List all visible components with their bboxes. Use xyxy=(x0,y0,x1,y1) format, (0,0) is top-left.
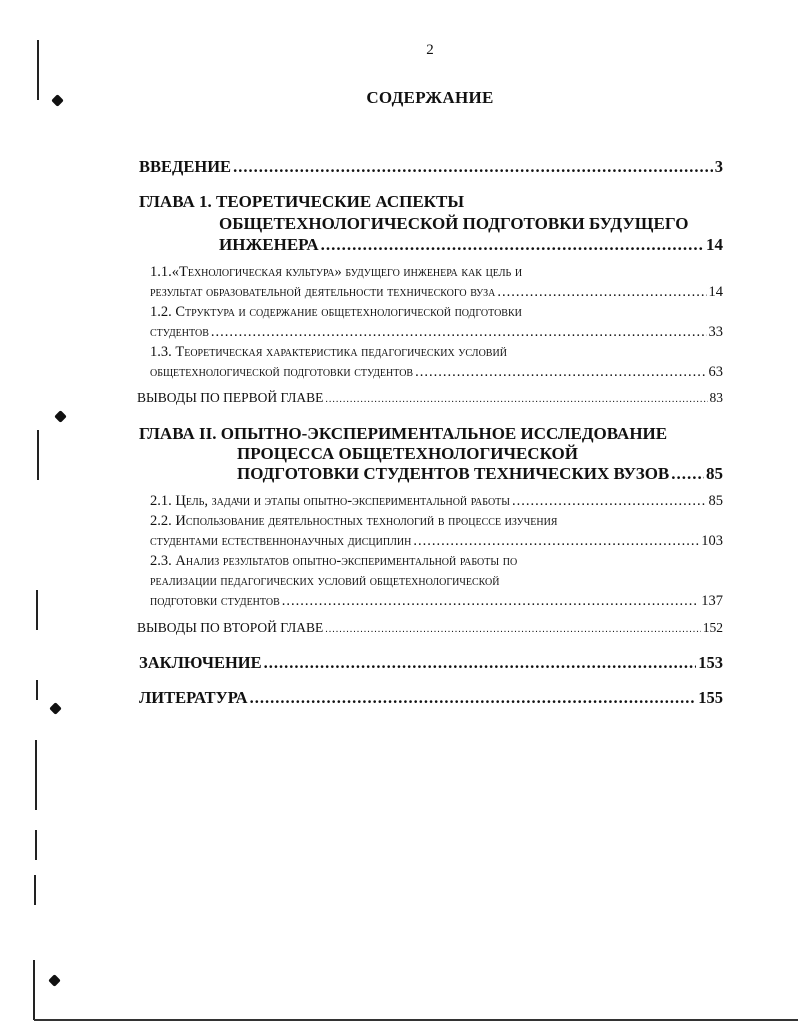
dot-leader xyxy=(325,394,707,405)
scan-margin-line xyxy=(33,960,35,1020)
toc-page-number: 103 xyxy=(701,533,723,549)
toc-entry-section-1-2 xyxy=(150,324,723,341)
scan-margin-line xyxy=(36,590,38,630)
toc-entry-label: подготовки студентов xyxy=(150,593,280,609)
toc-entry-chapter2 xyxy=(237,464,723,484)
toc-entry-label: ПОДГОТОВКИ СТУДЕНТОВ ТЕХНИЧЕСКИХ ВУЗОВ xyxy=(237,464,670,483)
toc-page-number: 153 xyxy=(698,653,723,672)
page-title: СОДЕРЖАНИЕ xyxy=(366,88,494,107)
toc-entry-label: ЛИТЕРАТУРА xyxy=(139,688,248,707)
scan-margin-line xyxy=(34,875,36,905)
chapter1-heading-line2: ОБЩЕТЕХНОЛОГИЧЕСКОЙ ПОДГОТОВКИ БУДУЩЕГО xyxy=(219,214,689,233)
toc-page-number: 85 xyxy=(706,464,723,483)
dot-leader xyxy=(671,464,704,484)
toc-page-number: 137 xyxy=(701,593,723,609)
page-number: 2 xyxy=(426,42,434,58)
dot-leader xyxy=(264,653,697,673)
toc-entry-section-2-3 xyxy=(150,593,723,610)
toc-entry-section-1-3 xyxy=(150,364,723,381)
dot-leader xyxy=(233,157,713,177)
toc-entry-chapter2-conclusion xyxy=(137,620,723,636)
dot-leader xyxy=(321,235,704,255)
toc-entry-label: ВЫВОДЫ ПО ПЕРВОЙ ГЛАВЕ xyxy=(137,390,324,405)
section-1-3-line1: 1.3. Теоретическая характеристика педагогических условий xyxy=(150,344,507,360)
toc-entry-label: ВВЕДЕНИЕ xyxy=(139,157,232,176)
dot-leader xyxy=(250,688,697,708)
toc-page-number: 14 xyxy=(706,235,723,254)
toc-entry-literature xyxy=(139,688,723,708)
toc-page-number: 33 xyxy=(708,324,723,340)
toc-entry-conclusion xyxy=(139,653,723,673)
section-2-3-line1: 2.3. Анализ результатов опытно-экспериментальной работы по xyxy=(150,553,518,569)
section-2-2-line1: 2.2. Использование деятельностных технологий в процессе изучения xyxy=(150,513,558,529)
dot-leader xyxy=(325,624,701,635)
dot-leader xyxy=(415,364,706,381)
scan-dot xyxy=(49,702,62,715)
toc-entry-label: ВЫВОДЫ ПО ВТОРОЙ ГЛАВЕ xyxy=(137,620,324,635)
toc-entry-label: 2.1. Цель, задачи и этапы опытно-экспериментальной работы xyxy=(150,493,510,509)
toc-entry-chapter1 xyxy=(219,235,723,255)
toc-page-number: 85 xyxy=(708,493,723,509)
dot-leader xyxy=(282,593,699,610)
toc-entry-section-2-2 xyxy=(150,533,723,550)
scan-margin-line xyxy=(36,680,38,700)
dot-leader xyxy=(211,324,707,341)
section-2-3-line2: реализации педагогических условий общетехнологической xyxy=(150,573,500,589)
dot-leader xyxy=(413,533,699,550)
scan-dot xyxy=(54,410,67,423)
scan-margin-line xyxy=(35,740,37,810)
toc-entry-label: результат образовательной деятельности технического вуза xyxy=(150,284,496,300)
toc-entry-chapter1-conclusion xyxy=(137,390,723,406)
toc-entry-label: студентов xyxy=(150,324,209,340)
toc-page-number: 152 xyxy=(702,620,723,635)
toc-page-number: 14 xyxy=(708,284,723,300)
scan-dot xyxy=(48,974,61,987)
toc-page-number: 155 xyxy=(698,688,723,707)
dot-leader xyxy=(512,493,707,510)
section-1-2-line1: 1.2. Структура и содержание общетехнологической подготовки xyxy=(150,304,522,320)
toc-page-number: 63 xyxy=(708,364,723,380)
chapter2-heading-line2: ПРОЦЕССА ОБЩЕТЕХНОЛОГИЧЕСКОЙ xyxy=(237,444,578,463)
toc-entry-label: студентами естественнонаучных дисциплин xyxy=(150,533,412,549)
toc-page-number: 83 xyxy=(709,390,723,405)
scan-margin-line xyxy=(35,830,37,860)
scan-margin-line xyxy=(37,430,39,480)
toc-entry-section-1-1 xyxy=(150,284,723,301)
toc-entry-label: ЗАКЛЮЧЕНИЕ xyxy=(139,653,262,672)
toc-entry-label: ИНЖЕНЕРА xyxy=(219,235,319,254)
toc-entry-section-2-1 xyxy=(150,493,723,510)
chapter2-heading-line1: ГЛАВА II. ОПЫТНО-ЭКСПЕРИМЕНТАЛЬНОЕ ИССЛЕДОВАНИЕ xyxy=(139,424,668,443)
toc-page-number: 3 xyxy=(714,157,723,176)
section-1-1-line1: 1.1.«Технологическая культура» будущего инженера как цель и xyxy=(150,264,523,280)
chapter1-heading-line1: ГЛАВА 1. ТЕОРЕТИЧЕСКИЕ АСПЕКТЫ xyxy=(139,192,465,211)
scan-bottom-edge xyxy=(34,1019,798,1021)
dot-leader xyxy=(497,284,706,301)
toc-entry-intro xyxy=(139,157,723,177)
toc-entry-label: общетехнологической подготовки студентов xyxy=(150,364,414,380)
